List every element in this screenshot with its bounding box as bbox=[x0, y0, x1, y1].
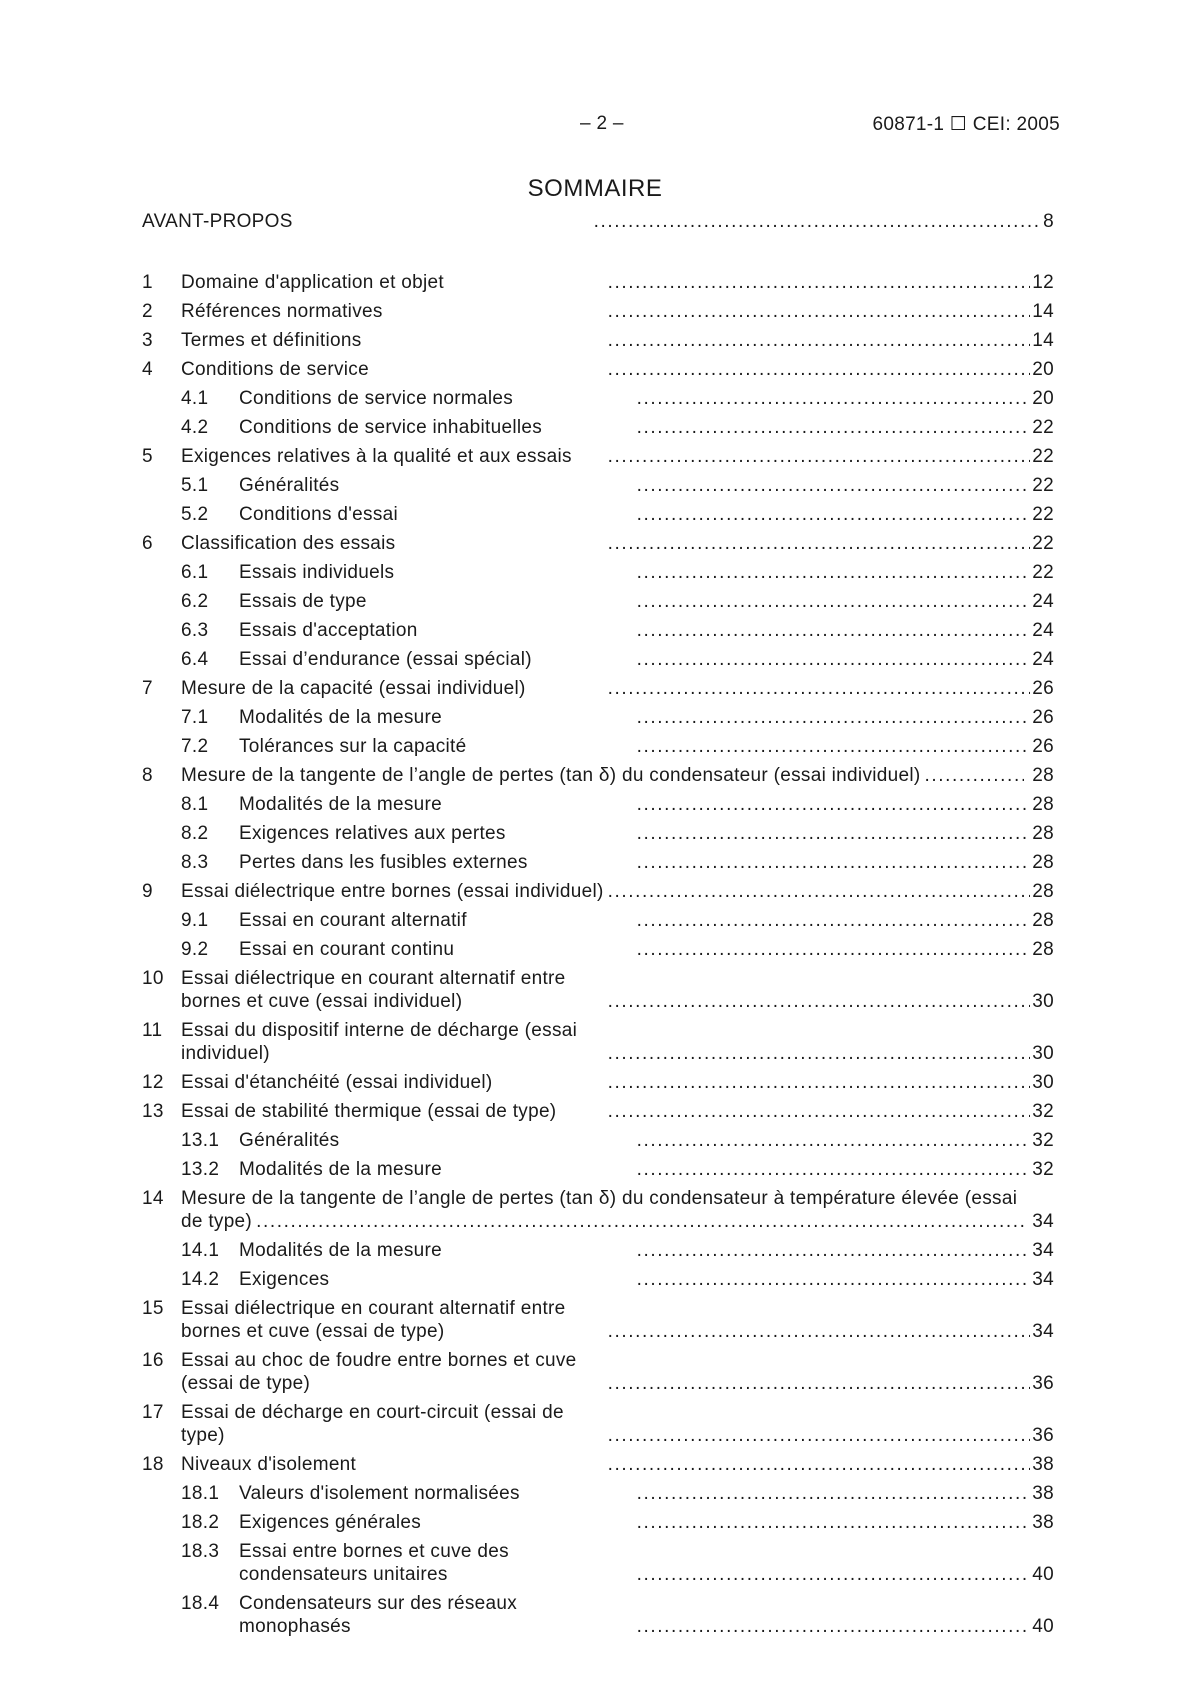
dot-leader bbox=[637, 793, 1031, 816]
toc-entry-label: Essais d'acceptation bbox=[239, 620, 418, 641]
toc-entry-page: 32 bbox=[1032, 1101, 1055, 1122]
toc-entry[interactable] bbox=[142, 1268, 1054, 1291]
toc-entry-number: 18.1 bbox=[181, 1483, 220, 1504]
toc-entry-page: 22 bbox=[1032, 504, 1055, 525]
toc-entry-label: Essai du dispositif interne de décharge (essai individuel) bbox=[181, 1020, 578, 1064]
dot-leader bbox=[608, 1320, 1031, 1343]
dot-leader bbox=[594, 210, 1042, 233]
dot-leader bbox=[637, 909, 1031, 932]
toc-entry-number: 6.4 bbox=[181, 649, 209, 670]
toc-entry-number: 8 bbox=[142, 765, 153, 786]
toc-entry[interactable] bbox=[142, 1129, 1054, 1152]
toc-entry[interactable] bbox=[142, 358, 1054, 381]
toc-entry-number: 17 bbox=[142, 1402, 164, 1423]
dot-leader bbox=[637, 1129, 1031, 1152]
toc-entry[interactable] bbox=[142, 793, 1054, 816]
toc-entry-page: 28 bbox=[1032, 910, 1055, 931]
dot-leader bbox=[637, 1615, 1031, 1638]
toc-entry-number: 18.3 bbox=[181, 1541, 220, 1562]
toc-entry-label: Essai en courant continu bbox=[239, 939, 455, 960]
toc-entry-number: 5.2 bbox=[181, 504, 209, 525]
toc-entry-page: 28 bbox=[1032, 881, 1055, 902]
toc-entry[interactable] bbox=[142, 648, 1054, 671]
dot-leader bbox=[608, 1453, 1031, 1476]
toc-entry[interactable] bbox=[142, 1158, 1054, 1181]
toc-entry-label: Conditions de service inhabituelles bbox=[239, 417, 543, 438]
toc-entry-label: Conditions de service bbox=[181, 359, 369, 380]
toc-entry[interactable] bbox=[142, 532, 1054, 555]
dot-leader bbox=[925, 764, 1024, 787]
toc-entry-page: 24 bbox=[1032, 591, 1055, 612]
toc-entry-number: 6 bbox=[142, 533, 153, 554]
toc-entry-label: Modalités de la mesure bbox=[239, 1240, 443, 1261]
toc-entry-page: 22 bbox=[1032, 562, 1055, 583]
toc-entry-label: Exigences générales bbox=[239, 1512, 422, 1533]
toc-entry-number: 6.3 bbox=[181, 620, 209, 641]
toc-entry[interactable] bbox=[142, 851, 1054, 874]
toc-entry-label: Pertes dans les fusibles externes bbox=[239, 852, 528, 873]
toc-entry[interactable] bbox=[142, 1187, 1054, 1233]
toc-entry-number: 14 bbox=[142, 1188, 164, 1209]
toc-entry[interactable] bbox=[142, 1297, 1054, 1343]
toc-entry-page: 28 bbox=[1032, 794, 1055, 815]
dot-leader bbox=[637, 1482, 1031, 1505]
toc-entry-number: 8.2 bbox=[181, 823, 209, 844]
toc-entry-page: 34 bbox=[1032, 1321, 1055, 1342]
dot-leader bbox=[637, 1239, 1031, 1262]
dot-leader bbox=[637, 938, 1031, 961]
toc-entry-label: AVANT-PROPOS bbox=[142, 211, 293, 232]
toc-entry-page: 20 bbox=[1032, 388, 1055, 409]
toc-entry-number: 7.1 bbox=[181, 707, 209, 728]
toc-entry-page: 30 bbox=[1032, 991, 1055, 1012]
toc-entry-page: 22 bbox=[1032, 446, 1055, 467]
toc-entry[interactable] bbox=[142, 271, 1054, 294]
toc-entry-page: 38 bbox=[1032, 1512, 1055, 1533]
dot-leader bbox=[608, 329, 1031, 352]
toc-entry-page: 38 bbox=[1032, 1454, 1055, 1475]
dot-leader bbox=[256, 1210, 1024, 1233]
toc-entry-page: 40 bbox=[1032, 1616, 1055, 1637]
dot-leader bbox=[608, 990, 1031, 1013]
page-title: SOMMAIRE bbox=[527, 175, 663, 202]
toc-entry[interactable] bbox=[142, 938, 1054, 961]
toc-entry-number: 7.2 bbox=[181, 736, 209, 757]
dot-leader bbox=[637, 822, 1031, 845]
toc-entry-page: 22 bbox=[1032, 533, 1055, 554]
toc-entry-number: 8.3 bbox=[181, 852, 209, 873]
dot-leader bbox=[608, 880, 1031, 903]
toc-entry-page: 24 bbox=[1032, 649, 1055, 670]
toc-entry-number: 6.2 bbox=[181, 591, 209, 612]
toc-entry-label: Valeurs d'isolement normalisées bbox=[239, 1483, 520, 1504]
toc-entry-number: 18.2 bbox=[181, 1512, 220, 1533]
toc-entry-page: 26 bbox=[1032, 736, 1055, 757]
toc-entry[interactable] bbox=[142, 909, 1054, 932]
toc-entry-label: Essais individuels bbox=[239, 562, 395, 583]
toc-entry-label: Modalités de la mesure bbox=[239, 1159, 443, 1180]
dot-leader bbox=[608, 1071, 1031, 1094]
toc-entry-page: 26 bbox=[1032, 707, 1055, 728]
toc-entry-number: 9.2 bbox=[181, 939, 209, 960]
dot-leader bbox=[637, 590, 1031, 613]
toc-entry-label: Essai de décharge en court-circuit (essai de type) bbox=[181, 1402, 564, 1446]
toc-entry[interactable] bbox=[142, 474, 1054, 497]
toc-entry-page: 22 bbox=[1032, 475, 1055, 496]
document-reference: 60871-1 ☐ CEI: 2005 bbox=[872, 114, 1060, 135]
toc-entry[interactable] bbox=[142, 1511, 1054, 1534]
toc-entry-page: 12 bbox=[1032, 272, 1055, 293]
toc-entry-label: Exigences relatives aux pertes bbox=[239, 823, 506, 844]
toc-entry[interactable] bbox=[142, 880, 1054, 903]
toc-entry-number: 5.1 bbox=[181, 475, 209, 496]
toc-entry-label: Essai diélectrique entre bornes (essai individuel) bbox=[181, 881, 604, 902]
toc-entry-label: Essai d'étanchéité (essai individuel) bbox=[181, 1072, 493, 1093]
toc-entry-page: 8 bbox=[1043, 211, 1054, 232]
toc-entry-number: 13 bbox=[142, 1101, 164, 1122]
toc-entry-number: 6.1 bbox=[181, 562, 209, 583]
toc-entry-page: 28 bbox=[1032, 823, 1055, 844]
toc-entry-page: 36 bbox=[1032, 1373, 1055, 1394]
toc-entry-page: 22 bbox=[1032, 417, 1055, 438]
toc-entry-page: 38 bbox=[1032, 1483, 1055, 1504]
toc-entry-label: Niveaux d'isolement bbox=[181, 1454, 357, 1475]
toc-entry[interactable] bbox=[142, 677, 1054, 700]
toc-entry-label: Tolérances sur la capacité bbox=[239, 736, 467, 757]
dot-leader bbox=[608, 445, 1031, 468]
toc-entry-page: 28 bbox=[1032, 765, 1054, 786]
toc-entry-page: 24 bbox=[1032, 620, 1055, 641]
dot-leader bbox=[637, 503, 1031, 526]
toc-entry-number: 10 bbox=[142, 968, 164, 989]
toc-entry-page: 26 bbox=[1032, 678, 1055, 699]
toc-entry-number: 8.1 bbox=[181, 794, 209, 815]
toc-entry-page: 32 bbox=[1032, 1130, 1055, 1151]
toc-entry-number: 4.2 bbox=[181, 417, 209, 438]
toc-entry-number: 15 bbox=[142, 1298, 164, 1319]
dot-leader bbox=[637, 474, 1031, 497]
dot-leader bbox=[637, 1158, 1031, 1181]
toc-entry-page: 14 bbox=[1032, 330, 1055, 351]
dot-leader bbox=[637, 1511, 1031, 1534]
dot-leader bbox=[608, 1100, 1031, 1123]
toc-entry-label: Essais de type bbox=[239, 591, 367, 612]
toc-entry-number: 2 bbox=[142, 301, 153, 322]
toc-entry-page: 32 bbox=[1032, 1159, 1055, 1180]
toc-entry-label: Modalités de la mesure bbox=[239, 794, 443, 815]
toc-entry[interactable] bbox=[142, 735, 1054, 758]
toc-entry-label: Domaine d'application et objet bbox=[181, 272, 444, 293]
dot-leader bbox=[637, 851, 1031, 874]
toc-entry-page: 14 bbox=[1032, 301, 1055, 322]
toc-entry-label: Conditions d'essai bbox=[239, 504, 399, 525]
toc-entry-page: 20 bbox=[1032, 359, 1055, 380]
toc-entry[interactable] bbox=[142, 300, 1054, 323]
toc-entry-number: 7 bbox=[142, 678, 153, 699]
toc-entry[interactable] bbox=[142, 1540, 1054, 1586]
toc-entry-page: 34 bbox=[1032, 1240, 1055, 1261]
toc-entry-label: Conditions de service normales bbox=[239, 388, 514, 409]
toc-entry[interactable] bbox=[142, 764, 1054, 787]
toc-entry[interactable] bbox=[142, 1019, 1054, 1065]
toc-entry[interactable] bbox=[142, 967, 1054, 1013]
toc-entry-label: Références normatives bbox=[181, 301, 383, 322]
dot-leader bbox=[608, 1372, 1031, 1395]
toc-entry[interactable] bbox=[142, 416, 1054, 439]
toc-entry-page: 40 bbox=[1032, 1564, 1055, 1585]
dot-leader bbox=[637, 648, 1031, 671]
toc-entry-number: 18 bbox=[142, 1454, 164, 1475]
toc-entry-label: Essai au choc de foudre entre bornes et cuve (essai de type) bbox=[181, 1350, 577, 1394]
toc-entry[interactable] bbox=[142, 445, 1054, 468]
toc-entry-page: 34 bbox=[1032, 1211, 1054, 1232]
toc-entry-page: 36 bbox=[1032, 1425, 1055, 1446]
toc-entry-label: Essai en courant alternatif bbox=[239, 910, 467, 931]
toc-entry-number: 13.2 bbox=[181, 1159, 220, 1180]
toc-entry[interactable] bbox=[142, 1100, 1054, 1123]
toc-entry[interactable] bbox=[142, 210, 1054, 233]
dot-leader bbox=[608, 677, 1031, 700]
toc-entry[interactable] bbox=[142, 1482, 1054, 1505]
toc-entry[interactable] bbox=[142, 1071, 1054, 1094]
toc-entry-label: Condensateurs sur des réseaux monophasés bbox=[239, 1593, 518, 1637]
toc-entry-number: 9.1 bbox=[181, 910, 209, 931]
toc-entry-label: Exigences relatives à la qualité et aux essais bbox=[181, 446, 572, 467]
toc-entry-number: 11 bbox=[142, 1020, 163, 1041]
toc-entry-label: Mesure de la capacité (essai individuel) bbox=[181, 678, 526, 699]
toc-entry-number: 5 bbox=[142, 446, 153, 467]
toc-entry-label: Essai de stabilité thermique (essai de type) bbox=[181, 1101, 557, 1122]
toc-entry-page: 30 bbox=[1032, 1072, 1055, 1093]
toc-entry-page: 30 bbox=[1032, 1043, 1055, 1064]
dot-leader bbox=[637, 387, 1031, 410]
toc-entry[interactable] bbox=[142, 590, 1054, 613]
toc-entry-label: Termes et définitions bbox=[181, 330, 362, 351]
toc-entry-number: 14.2 bbox=[181, 1269, 220, 1290]
toc-entry-label: Mesure de la tangente de l’angle de pertes (tan δ) du condensateur à température élevée (essai de type) bbox=[181, 1188, 1018, 1232]
toc-entry[interactable] bbox=[142, 387, 1054, 410]
toc-entry-label: Classification des essais bbox=[181, 533, 396, 554]
toc-entry[interactable] bbox=[142, 1453, 1054, 1476]
toc-entry[interactable] bbox=[142, 503, 1054, 526]
dot-leader bbox=[637, 561, 1031, 584]
page-header bbox=[0, 113, 1190, 143]
dot-leader bbox=[608, 532, 1031, 555]
toc-entry-page: 28 bbox=[1032, 852, 1055, 873]
toc-entry-label: Essai diélectrique en courant alternatif entre bornes et cuve (essai de type) bbox=[181, 1298, 566, 1342]
toc-entry-number: 3 bbox=[142, 330, 153, 351]
dot-leader bbox=[637, 735, 1031, 758]
toc-entry-page: 28 bbox=[1032, 939, 1055, 960]
toc-entry-number: 14.1 bbox=[181, 1240, 220, 1261]
toc-entry-label: Essai d’endurance (essai spécial) bbox=[239, 649, 532, 670]
toc-entry-label: Mesure de la tangente de l’angle de pertes (tan δ) du condensateur (essai individuel) bbox=[181, 765, 921, 786]
toc-entry-number: 13.1 bbox=[181, 1130, 220, 1151]
toc-entry-label: Généralités bbox=[239, 1130, 340, 1151]
dot-leader bbox=[637, 1268, 1031, 1291]
toc-entry-number: 12 bbox=[142, 1072, 164, 1093]
dot-leader bbox=[608, 300, 1031, 323]
dot-leader bbox=[608, 271, 1031, 294]
toc-entry-number: 18.4 bbox=[181, 1593, 220, 1614]
toc-entry[interactable] bbox=[142, 561, 1054, 584]
toc-entry[interactable] bbox=[142, 706, 1054, 729]
toc-entry[interactable] bbox=[142, 1401, 1054, 1447]
toc-entry[interactable] bbox=[142, 1592, 1054, 1638]
toc-entry-number: 1 bbox=[142, 272, 153, 293]
toc-entry[interactable] bbox=[142, 619, 1054, 642]
toc-entry-number: 9 bbox=[142, 881, 153, 902]
dot-leader bbox=[637, 619, 1031, 642]
dot-leader bbox=[608, 1042, 1031, 1065]
toc-entry[interactable] bbox=[142, 1239, 1054, 1262]
page-number: – 2 – bbox=[580, 113, 624, 134]
toc-entry[interactable] bbox=[142, 1349, 1054, 1395]
toc-entry-page: 34 bbox=[1032, 1269, 1055, 1290]
toc-entry-number: 4.1 bbox=[181, 388, 209, 409]
dot-leader bbox=[637, 416, 1031, 439]
dot-leader bbox=[608, 358, 1031, 381]
dot-leader bbox=[608, 1424, 1031, 1447]
toc-entry-label: Généralités bbox=[239, 475, 340, 496]
dot-leader bbox=[637, 706, 1031, 729]
toc-entry-number: 4 bbox=[142, 359, 153, 380]
toc-entry-number: 16 bbox=[142, 1350, 164, 1371]
toc-entry[interactable] bbox=[142, 329, 1054, 352]
dot-leader bbox=[637, 1563, 1031, 1586]
table-of-contents bbox=[142, 210, 1054, 1638]
toc-entry-label: Modalités de la mesure bbox=[239, 707, 443, 728]
toc-entry[interactable] bbox=[142, 822, 1054, 845]
toc-entry-label: Essai diélectrique en courant alternatif entre bornes et cuve (essai individuel) bbox=[181, 968, 566, 1012]
toc-entry-label: Exigences bbox=[239, 1269, 330, 1290]
toc-entry-label: Essai entre bornes et cuve des condensateurs unitaires bbox=[239, 1541, 509, 1585]
